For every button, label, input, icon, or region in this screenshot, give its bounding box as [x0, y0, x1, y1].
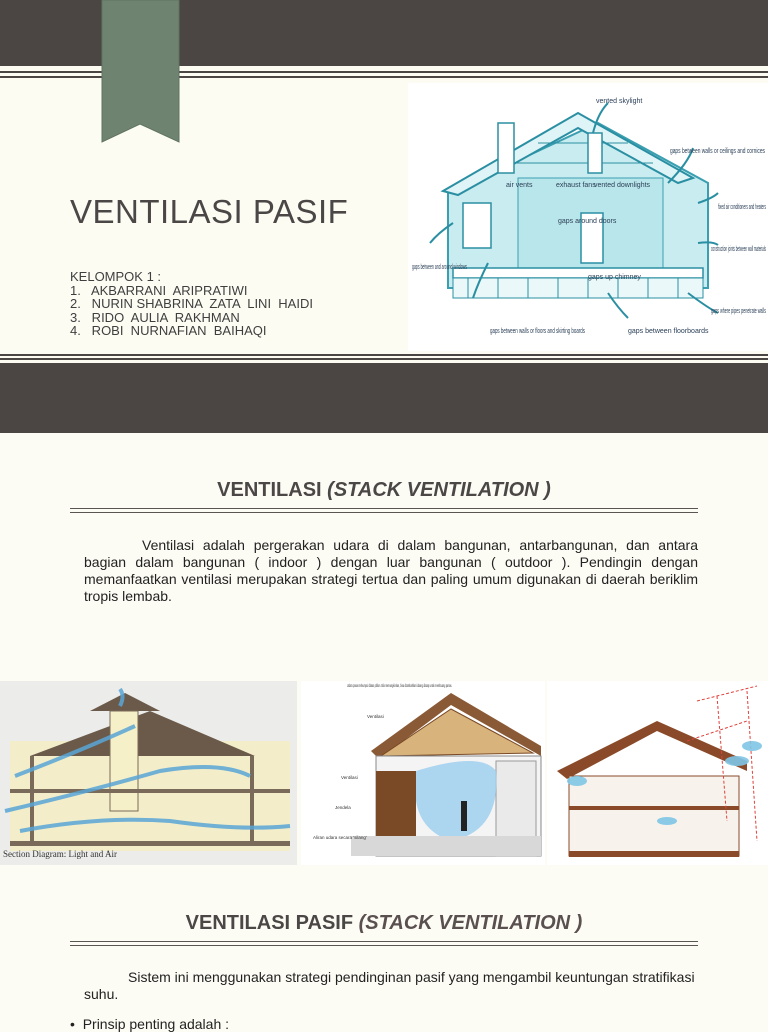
slide2-heading	[0, 479, 768, 502]
member-item: 4. ROBI NURNAFIAN BAIHAQI	[70, 323, 267, 338]
cross-ventilation-image	[301, 681, 545, 865]
heading-emphasis: (STACK VENTILATION )	[358, 912, 583, 934]
bottom-band	[0, 363, 768, 433]
label-ventilasi: Ventilasi	[341, 775, 358, 780]
label-vented-downlights: vented downlights	[594, 182, 651, 189]
slide3-paragraph	[84, 969, 698, 1003]
heading-rule	[70, 512, 698, 513]
paragraph-text: Ventilasi adalah pergerakan udara di dalam bangunan, antarbangunan, dan antara bagian dalam bangunan ( indoor ) dengan luar bangunan ( outdoor ). Pendingin dengan memanfaatkan ventilasi merupakan strategi tertua dan paling umum digunakan di daerah beriklim tropis lembab.	[84, 537, 698, 604]
bullet-item: • Prinsip penting adalah :	[70, 1016, 230, 1032]
heading-emphasis: (STACK VENTILATION )	[327, 479, 551, 501]
section-diagram-image	[0, 681, 297, 865]
label-construction-joints: construction joints between wall materials	[711, 246, 767, 253]
label-exhaust-fans: exhaust fans	[556, 182, 596, 189]
label-gaps-walls-floors: gaps between walls or floors and skirting boards	[490, 328, 586, 335]
label-ventilasi-top: Ventilasi	[367, 714, 384, 719]
member-item: 1. AKBARRANI ARIPRATIWI	[70, 282, 248, 298]
label-fixed-ac: fixed air conditioners and heaters	[718, 204, 767, 211]
slide-title	[0, 0, 768, 433]
paragraph-text: Sistem ini menggunakan strategi pendinginan pasif yang mengambil keuntungan stratifikasi suhu.	[84, 969, 695, 1002]
group-label: KELOMPOK 1 :	[70, 269, 162, 284]
label-gaps-floorboards: gaps between floorboards	[628, 328, 709, 335]
heading-main: VENTILASI	[217, 479, 328, 501]
member-item: 3. RIDO AULIA RAKHMAN	[70, 309, 240, 325]
member-list	[70, 270, 313, 338]
divider-line	[0, 354, 768, 356]
section-diagram-caption: Section Diagram: Light and Air	[3, 849, 117, 859]
label-gaps-chimney: gaps up chimney	[588, 274, 641, 281]
heading-main: VENTILASI PASIF	[185, 912, 359, 934]
heading-rule	[70, 941, 698, 942]
divider-line	[0, 358, 768, 360]
label-aliran: Aliran udara secara 'silang'	[313, 835, 367, 840]
member-item: 2. NURIN SHABRINA ZATA LINI HAIDI	[70, 296, 313, 311]
heading-rule	[70, 945, 698, 946]
label-gaps-windows: gaps between and around windows	[412, 264, 468, 271]
label-gaps-walls-ceilings: gaps between walls or ceilings and cornices	[670, 148, 766, 155]
slide-title-text: VENTILASI PASIF	[70, 193, 349, 230]
label-jendela: Jendela	[335, 805, 351, 810]
house-air-leak-diagram	[408, 83, 768, 351]
label-vented-skylight: vented skylight	[596, 98, 643, 105]
bookmark-ribbon-icon	[102, 0, 179, 142]
label-air-vents: air vents	[506, 182, 533, 189]
note-udara-panas: Udara panas terkumpul diatas plafon. Bila memungkinkan, bisa ditambahkan lubang diatap untuk membuang panas.	[347, 683, 452, 688]
slide2-paragraph	[84, 537, 698, 605]
stack-ventilation-image	[547, 681, 768, 865]
slide3-heading	[0, 912, 768, 935]
label-gaps-doors: gaps around doors	[558, 218, 617, 225]
heading-rule	[70, 508, 698, 509]
label-gaps-pipes: gaps where pipes penetrate walls	[711, 308, 767, 315]
bullet-text: Prinsip penting adalah :	[82, 1016, 230, 1032]
